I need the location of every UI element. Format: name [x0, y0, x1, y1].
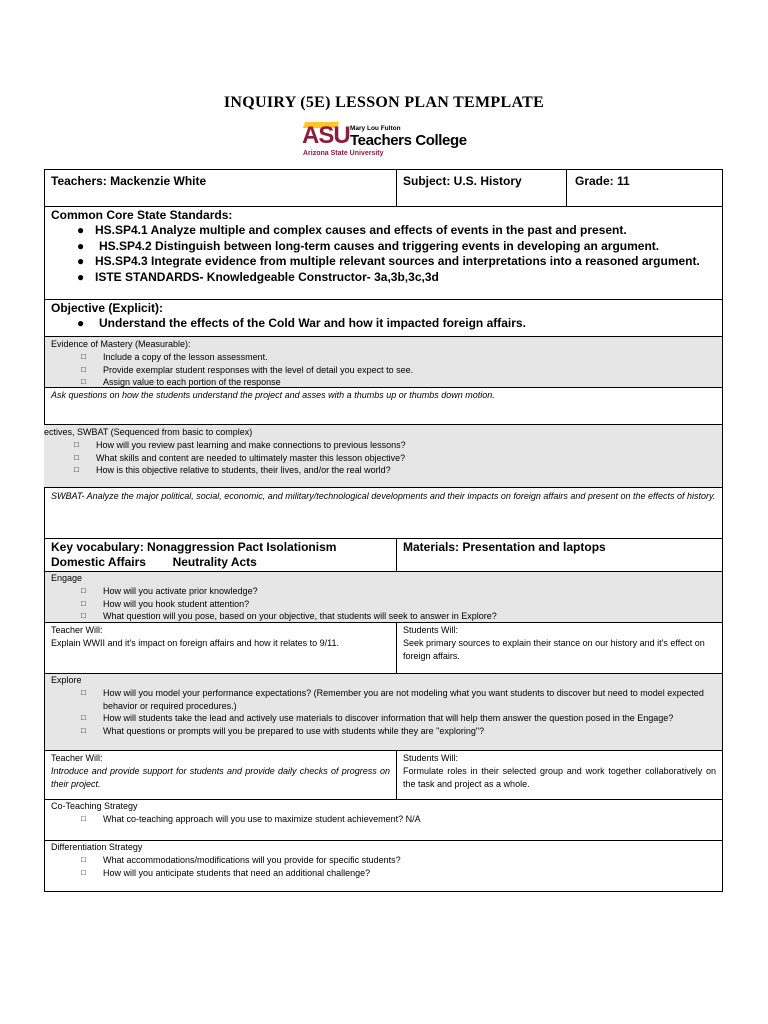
- teachers-cell: [45, 170, 396, 206]
- explore-students-cell: [396, 751, 722, 799]
- engage-roles-row: [44, 622, 723, 674]
- document-title: INQUIRY (5E) LESSON PLAN TEMPLATE: [223, 94, 545, 111]
- objective-heading: Objective (Explicit):: [51, 301, 164, 315]
- list-item: □ Provide exemplar student responses with the level of detail you expect to see.: [81, 364, 414, 375]
- subject-cell: [396, 170, 566, 206]
- list-item: □ How will you review past learning and make connections to previous lessons?: [74, 440, 406, 450]
- list-item: ● Understand the effects of the Cold War and how it impacted foreign affairs.: [77, 316, 526, 330]
- vocab-line-1: Key vocabulary: Nonaggression Pact Isolationism: [51, 540, 337, 554]
- explore-list: [51, 687, 716, 737]
- engage-teacher-text: Explain WWII and it's impact on foreign affairs and how it relates to 9/11.: [51, 638, 340, 648]
- subobjectives-list: [44, 439, 716, 477]
- engage-students-cell: [396, 623, 722, 673]
- subobjectives-answer: SWBAT- Analyze the major political, social, economic, and military/technological developments and their impacts on foreign affairs and present on the effects of history.: [44, 487, 723, 539]
- header-row: [44, 169, 723, 207]
- engage-students-label: Students Will:: [403, 625, 459, 635]
- list-item: □ What accommodations/modifications will you provide for specific students?: [81, 855, 401, 865]
- materials-text: Materials: Presentation and laptops: [403, 540, 606, 554]
- explore-heading: Explore: [51, 675, 82, 685]
- asu-logo-mark: ASU: [302, 122, 350, 149]
- list-item: □ What question will you pose, based on your objective, that students will seek to answer in Explore?: [81, 611, 497, 622]
- materials-cell: [396, 539, 722, 571]
- list-item: □ Assign value to each portion of the response: [81, 377, 281, 388]
- explore-teacher-cell: [45, 751, 396, 799]
- coteaching-heading: Co-Teaching Strategy: [51, 801, 138, 811]
- list-item: □ How will you activate prior knowledge?: [81, 586, 258, 596]
- explore-roles-row: [44, 750, 723, 800]
- list-item: ● ISTE STANDARDS- Knowledgeable Constructor- 3a,3b,3c,3d: [77, 269, 439, 284]
- objective-section: [44, 299, 723, 337]
- logo-line-1: Mary Lou Fulton: [350, 125, 401, 132]
- evidence-section: [44, 336, 723, 388]
- asu-logo: [302, 124, 472, 160]
- engage-section: [44, 571, 723, 623]
- explore-students-text: Formulate roles in their selected group and work together collaboratively on the task and project as a whole.: [403, 766, 716, 789]
- coteaching-section: [44, 799, 723, 841]
- evidence-heading: Evidence of Mastery (Measurable):: [51, 339, 191, 349]
- list-item: ● HS.SP4.2 Distinguish between long-term causes and triggering events in developing an argument.: [77, 238, 660, 253]
- engage-list: [51, 585, 716, 623]
- objective-list: [51, 316, 716, 332]
- list-item: □ Include a copy of the lesson assessment.: [81, 352, 268, 362]
- vocab-cell: [45, 539, 396, 571]
- list-item: □ How is this objective relative to students, their lives, and/or the real world?: [74, 465, 391, 476]
- list-item: □ What co-teaching approach will you use to maximize student achievement? N/A: [81, 814, 421, 824]
- engage-teacher-label: Teacher Will:: [51, 625, 103, 635]
- list-item: □ How will you model your performance expectations? (Remember you are not modeling what you want students to discover but need to model expected behavior or required procedures.): [81, 688, 704, 711]
- grade-cell: [566, 170, 722, 206]
- list-item: ● HS.SP4.3 Integrate evidence from multiple relevant sources and interpretations into a reasoned argument.: [77, 254, 700, 268]
- differentiation-heading: Differentiation Strategy: [51, 842, 143, 852]
- vocab-row: [44, 538, 723, 572]
- explore-teacher-label: Teacher Will:: [51, 753, 103, 763]
- differentiation-section: [44, 840, 723, 892]
- list-item: □ How will you anticipate students that need an additional challenge?: [81, 867, 371, 878]
- differentiation-list: [51, 854, 716, 879]
- engage-students-text: Seek primary sources to explain their stance on our history and it's effect on foreign affairs.: [403, 638, 705, 661]
- subobjectives-section: [44, 424, 723, 488]
- subject-text: Subject: U.S. History: [403, 174, 522, 188]
- list-item: □ How will you hook student attention?: [81, 598, 250, 609]
- teachers-text: Teachers: Mackenzie White: [51, 174, 207, 188]
- vocab-line-2: Domestic Affairs Neutrality Acts: [51, 555, 257, 569]
- engage-teacher-cell: [45, 623, 396, 673]
- logo-line-3: Arizona State University: [303, 150, 384, 157]
- engage-heading: Engage: [51, 573, 83, 583]
- explore-students-label: Students Will:: [403, 753, 459, 763]
- list-item: □ What skills and content are needed to ultimately master this lesson objective?: [74, 452, 406, 463]
- evidence-answer: Ask questions on how the students understand the project and asses with a thumbs up or thumbs down motion.: [44, 387, 723, 425]
- explore-teacher-text: Introduce and provide support for students and provide daily checks of progress on their project.: [51, 766, 390, 789]
- standards-section: [44, 206, 723, 300]
- evidence-list: [51, 351, 716, 389]
- standards-list: [51, 223, 716, 285]
- coteaching-list: [51, 813, 716, 826]
- subobjectives-heading: ectives, SWBAT (Sequenced from basic to complex): [44, 427, 253, 437]
- list-item: ● HS.SP4.1 Analyze multiple and complex causes and effects of events in the past and present.: [77, 223, 627, 237]
- list-item: □ How will students take the lead and actively use materials to discover information that will help them answer the question posed in the Engage?: [81, 713, 674, 724]
- grade-text: Grade: 11: [575, 174, 630, 188]
- explore-section: [44, 673, 723, 751]
- logo-line-2: Teachers College: [350, 132, 467, 149]
- standards-heading: Common Core State Standards:: [51, 208, 233, 222]
- list-item: □ What questions or prompts will you be prepared to use with students while they are "exploring"?: [81, 725, 485, 736]
